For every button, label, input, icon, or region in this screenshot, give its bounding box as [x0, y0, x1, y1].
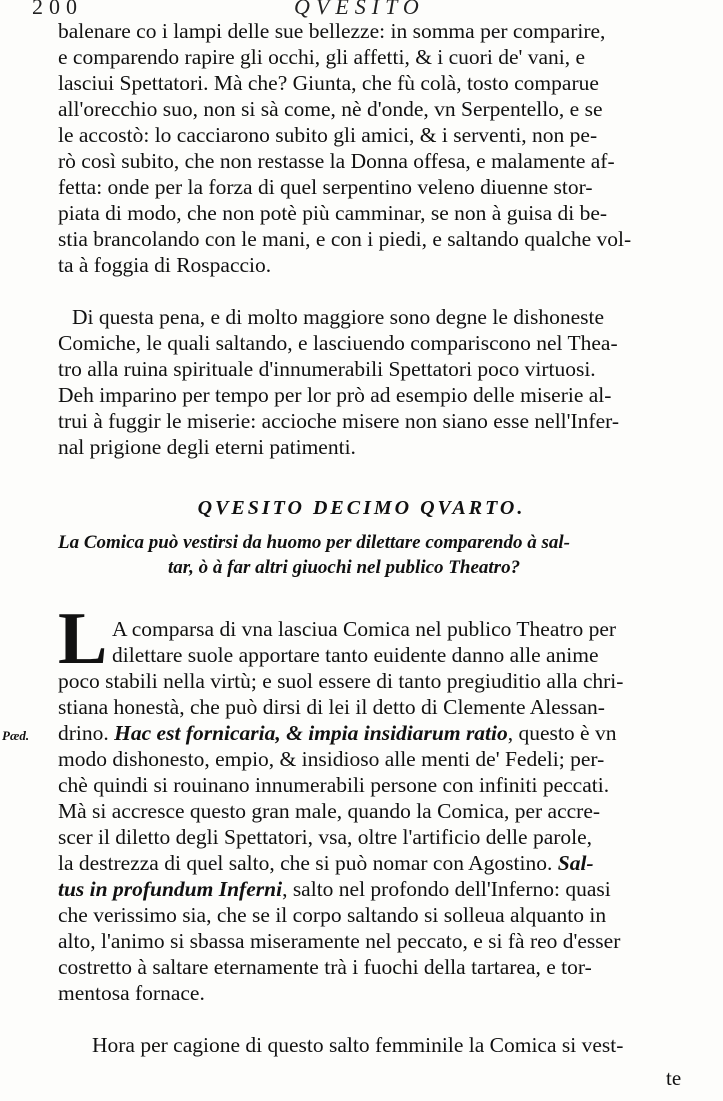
latin-quote: tus in profundum Inferni [58, 877, 283, 901]
text-line: piata di modo, che non potè più camminar, se non à guisa di be- [58, 201, 608, 225]
latin-quote: Hac est fornicaria, & impia insidiarum ratio [114, 721, 508, 745]
text-span: , salto nel profondo dell'Inferno: quasi [282, 877, 611, 901]
text-line [58, 720, 616, 746]
text-line: trui à fuggir le miserie: accioche misere non siano esse nell'Infer- [58, 409, 620, 433]
text-line: mentosa fornace. [58, 981, 205, 1005]
question-line: tar, ò à far altri giuochi nel publico Theatro? [168, 557, 521, 578]
text-line: tro alla ruina spirituale d'innumerabili Spettatori poco virtuosi. [58, 357, 596, 381]
text-line: Comiche, le quali saltando, e lasciuendo compariscono nel Thea- [58, 331, 618, 355]
text-line: Deh imparino per tempo per lor prò ad esempio delle miserie al- [58, 383, 612, 407]
text-line: alto, l'animo si sbassa miseramente nel peccato, e si fà reo d'esser [58, 929, 621, 953]
drop-cap: L [58, 598, 108, 680]
text-line: e comparendo rapire gli occhi, gli affetti, & i cuori de' vani, e [58, 45, 586, 69]
margin-note: Pæd. [2, 728, 30, 743]
text-line: fetta: onde per la forza di quel serpentino veleno diuenne stor- [58, 175, 593, 199]
text-line: nal prigione degli eterni patimenti. [58, 435, 356, 459]
text-line: poco stabili nella virtù; e suol essere di tanto pregiuditio alla chri- [58, 669, 624, 693]
text-line: Di questa pena, e di molto maggiore sono degne le dishoneste [72, 305, 604, 329]
running-title: QVESITO [294, 0, 425, 18]
text-span: la destrezza di quel salto, che si può nomar con Agostino. [58, 851, 558, 875]
text-line [58, 850, 594, 876]
text-line: che verissimo sia, che se il corpo saltando si solleua alquanto in [58, 903, 607, 927]
text-line: modo dishonesto, empio, & insidioso alle menti de' Fedeli; per- [58, 747, 605, 771]
text-line: scer il diletto degli Spettatori, vsa, oltre l'artificio delle parole, [58, 825, 593, 849]
text-span: , questo è vn [507, 721, 617, 745]
text-line: rò così subito, che non restasse la Donna offesa, e malamente af- [58, 149, 615, 173]
text-line: stia brancolando con le mani, e con i piedi, e saltando qualche vol- [58, 227, 632, 251]
text-line: le accostò: lo cacciarono subito gli amici, & i serventi, non pe- [58, 123, 598, 147]
question-line: La Comica può vestirsi da huomo per dilettare comparendo à sal- [58, 532, 570, 553]
page-number: 200 [32, 0, 83, 18]
latin-quote: Sal- [557, 851, 594, 875]
text-line: costretto à saltare eternamente trà i fuochi della tartarea, e tor- [58, 955, 592, 979]
catchword: te [666, 1066, 682, 1090]
text-line: stiana honestà, che può dirsi di lei il detto di Clemente Alessan- [58, 695, 605, 719]
section-heading: QVESITO DECIMO QVARTO. [197, 497, 526, 519]
text-line: all'orecchio suo, non si sà come, nè d'onde, vn Serpentello, e se [58, 97, 603, 121]
text-line: lasciui Spettatori. Mà che? Giunta, che fù colà, tosto comparue [58, 71, 599, 95]
text-line: ta à foggia di Rospaccio. [58, 253, 272, 277]
text-line: balenare co i lampi delle sue bellezze: in somma per comparire, [58, 19, 606, 43]
text-line: dilettare suole apportare tanto euidente danno alle anime [112, 643, 599, 667]
running-head [24, 0, 664, 18]
text-span: drino. [58, 721, 115, 745]
text-line: Hora per cagione di questo salto femminile la Comica si vest- [92, 1033, 624, 1057]
text-line [58, 876, 611, 902]
text-line: Mà si accresce questo gran male, quando la Comica, per accre- [58, 799, 601, 823]
text-line: A comparsa di vna lasciua Comica nel publico Theatro per [112, 617, 617, 641]
text-line: chè quindi si rouinano innumerabili persone con infiniti peccati. [58, 773, 610, 797]
